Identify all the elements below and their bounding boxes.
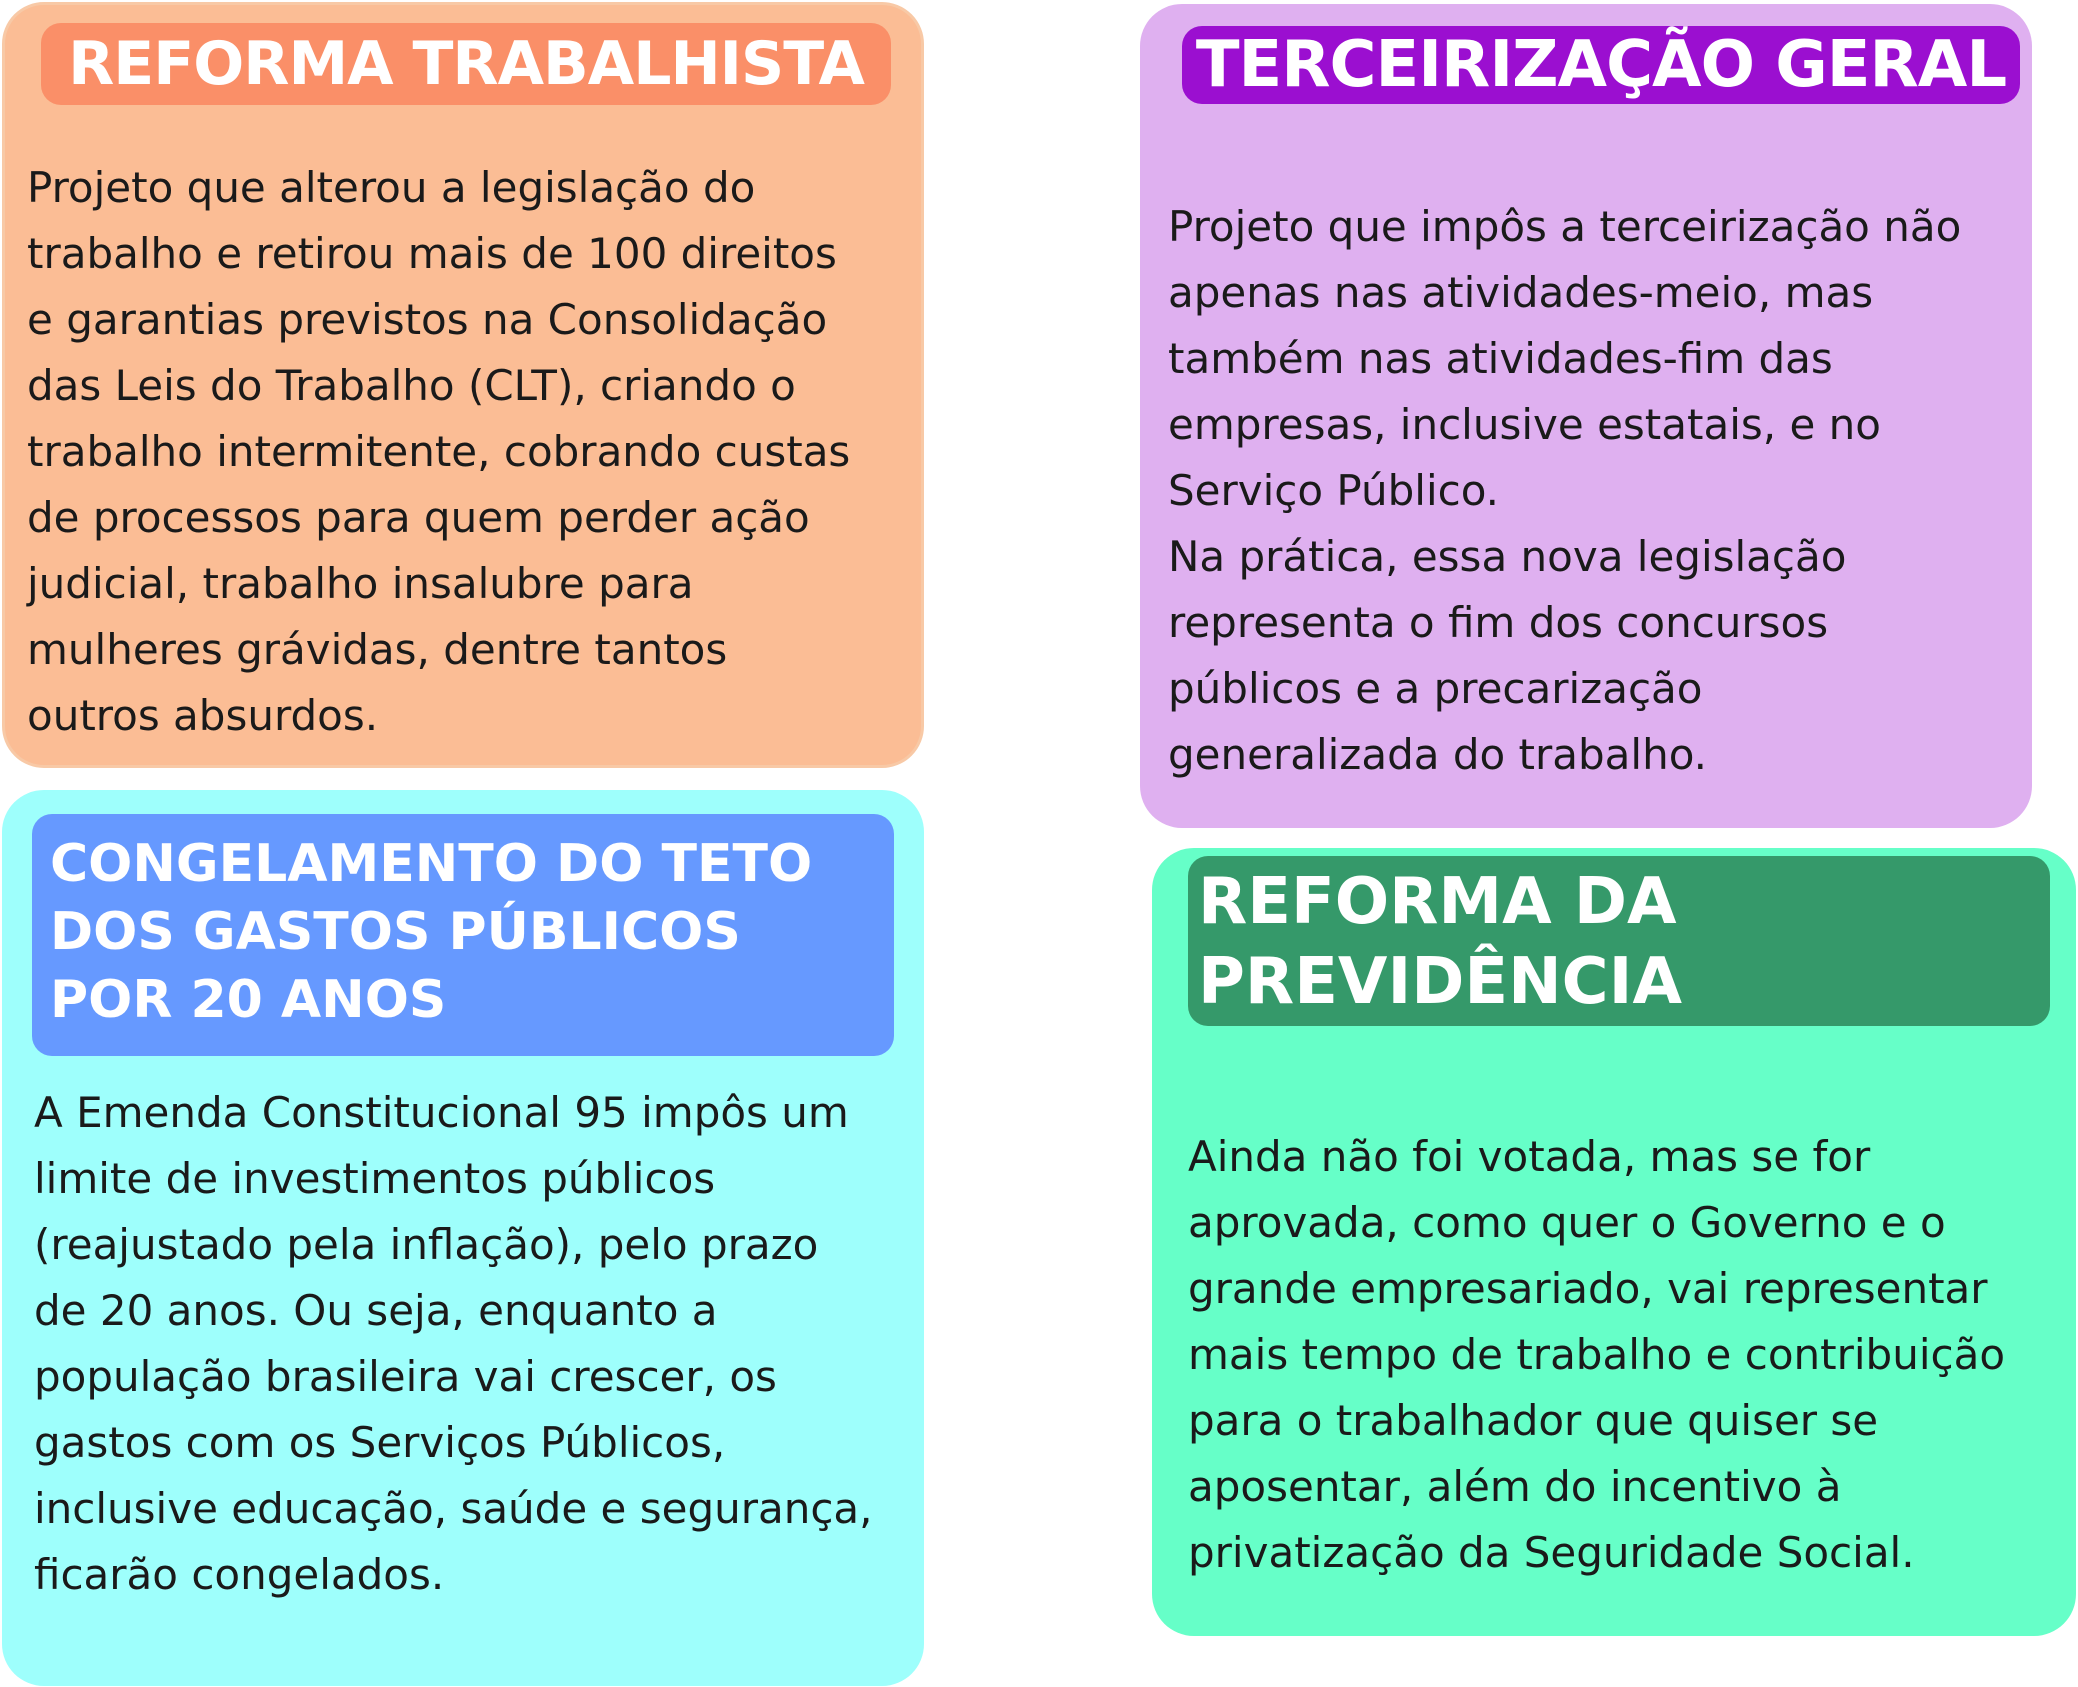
card-title: TERCEIRIZAÇÃO GERAL <box>1182 26 2020 104</box>
card-reforma-trabalhista <box>2 2 924 768</box>
card-terceirizacao-geral <box>1140 4 2032 828</box>
card-title: CONGELAMENTO DO TETO DOS GASTOS PÚBLICOS POR 20 ANOS <box>32 814 894 1056</box>
card-description: A Emenda Constitucional 95 impôs um limite de investimentos públicos (reajustado pela inflação), pelo prazo de 20 anos. Ou seja, enquanto a população brasileira vai crescer, os gastos com os Serviços Públicos, inclusive educação, saúde e segurança, ficarão congelados. <box>34 1088 873 1599</box>
card-title: REFORMA TRABALHISTA <box>41 23 891 105</box>
card-reforma-previdencia <box>1152 848 2076 1636</box>
card-congelamento-teto-gastos <box>2 790 924 1686</box>
card-title: REFORMA DA PREVIDÊNCIA <box>1188 856 2050 1026</box>
card-description: Projeto que impôs a terceirização não apenas nas atividades-meio, mas também nas atividades-fim das empresas, inclusive estatais, e no Serviço Público. Na prática, essa nova legislação representa o fim dos concursos públicos e a precarização generalizada do trabalho. <box>1168 202 1962 779</box>
card-description: Projeto que alterou a legislação do trabalho e retirou mais de 100 direitos e garantias previstos na Consolidação das Leis do Trabalho (CLT), criando o trabalho intermitente, cobrando custas de processos para quem perder ação judicial, trabalho insalubre para mulheres grávidas, dentre tantos outros absurdos. <box>27 163 851 740</box>
card-description: Ainda não foi votada, mas se for aprovada, como quer o Governo e o grande empresariado, vai representar mais tempo de trabalho e contribuição para o trabalhador que quiser se aposentar, além do incentivo à privatização da Seguridade Social. <box>1188 1132 2006 1577</box>
